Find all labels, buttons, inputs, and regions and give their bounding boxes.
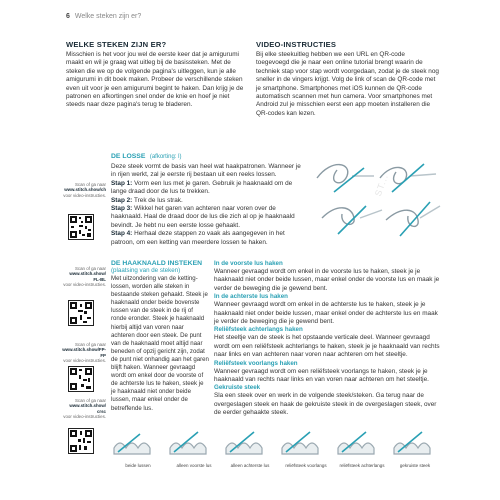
qr-code-fl-bl[interactable]: [68, 300, 94, 326]
qr-code-crsc[interactable]: [68, 428, 94, 454]
stitch-sections: [214, 260, 440, 418]
insteken-title: DE HAAKNAALD INSTEKEN: [111, 260, 203, 267]
watermark: ST...: [372, 172, 391, 198]
stitch-illustrations: [110, 428, 440, 468]
qr-code-fp[interactable]: [68, 366, 94, 392]
intro-right: [256, 40, 440, 118]
losse-step-2: Stap 2: Trek de lus strak.: [111, 196, 183, 204]
losse-section: [111, 145, 307, 247]
caption-relief-achterlangs: reliëfsteek achterlangs: [339, 463, 385, 468]
qr-code-losse[interactable]: [68, 214, 94, 240]
section-heading: Reliëfsteek voorlangs haken: [214, 359, 298, 367]
caption-voorste-lus: alleen voorste lus: [176, 463, 212, 468]
insteken-section: [111, 260, 209, 413]
intro-left: [66, 40, 246, 110]
intro-title: WELKE STEKEN ZIJN ER?: [66, 40, 167, 49]
qr-note-fl-bl: Scan of ga naar www.stitch.show/ FL-BL voor video-instructies.: [63, 266, 106, 288]
section-voorste-lus: [214, 260, 440, 293]
losse-step-1: Stap 1: Vorm een lus met je garen. Gebruik je haaknaald om de lange draad door de lus te trekken.: [111, 179, 293, 196]
section-heading: In de voorste lus haken: [214, 260, 283, 267]
qr-code-icon: [69, 429, 93, 453]
caption-gekruiste-steek: gekruiste steek: [399, 463, 431, 468]
qr-block-fp: [60, 342, 106, 364]
qr-block-losse: [60, 182, 106, 198]
section-heading: Gekruiste steek: [214, 384, 261, 392]
section-gekruiste-steek: [214, 384, 440, 417]
insteken-subtitle: (plaatsing van de steken): [111, 267, 181, 274]
section-relief-achterlangs: [214, 326, 440, 359]
losse-title-suffix: (afkorting: l): [149, 154, 182, 160]
section-relief-voorlangs: [214, 360, 440, 385]
section-text: Het steeltje van de steek is het opstaande verticale deel. Wanneer gevraagd wordt om een reliëfsteek achterlangs te haken, steek je je haaknaald van rechts naar links en van achteren naar voren naar achteren om het steeltje.: [214, 334, 440, 359]
caption-relief-voorlangs: reliëfsteek voorlangs: [285, 463, 327, 468]
intro-body: Misschien is het voor jou wel de eerste keer dat je amigurumi maakt en wil je graag wat uitleg bij de basissteken. Met de steken die we op de volgende pagina's uitleggen, kun je alle amigurumi in dit boek maken. Probeer de verschillende steken even uit voor je een amigurumi begint te haken. Dan krijg je de patronen en afkortingen snel onder de knie en hoef je niet steeds naar deze pagina's terug te bladeren.: [66, 51, 244, 109]
page-number: 6: [66, 13, 70, 20]
running-header: [66, 13, 141, 20]
section-text: Sla een steek over en werk in de volgende steek/steken. Ga terug naar de overgeslagen steek en haak de gekruiste steek in de overgeslagen steek, over de eerder gehaakte steek.: [214, 392, 437, 417]
losse-title: DE LOSSE: [111, 153, 146, 160]
section-text: Wanneer gevraagd wordt om enkel in de voorste lus te haken, steek je je haaknaald niet onder beide lussen, maar enkel onder de voorste lus en maak je verder de beweging die je gewend bent.: [214, 268, 440, 292]
qr-block-fl-bl: [60, 266, 106, 288]
losse-step-4: Stap 4: Herhaal deze stappen zo vaak als aangegeven in het patroon, om een ketting van meerdere lossen te haken.: [111, 230, 285, 246]
section-heading: In de achterste lus haken: [214, 293, 288, 301]
qr-note-crsc: Scan of ga naar www.stitch.show/ crsc voor video-instructies.: [63, 398, 106, 420]
qr-note-losse: Scan of ga naar www.stitch.show/ch voor video-instructies.: [63, 182, 106, 198]
caption-achterste-lus: alleen achterste lus: [230, 463, 270, 468]
running-title: Welke steken zijn er?: [74, 13, 142, 20]
losse-step-3: Stap 3: Wikkel het garen van achteren naar voren over de haaknaald. Haal de draad door de lus die zich al op je haaknaald bevindt. Je hebt nu een eerste losse gehaakt.: [111, 205, 295, 229]
section-heading: Reliëfsteek achterlangs haken: [214, 326, 303, 334]
qr-block-crsc: [60, 398, 106, 420]
qr-note-fp: Scan of ga naar www.stitch.show/FP-FP voor video-instructies.: [62, 342, 106, 364]
video-body: Bij elke steekuitleg hebben we een URL en QR-code toegevoegd die je naar een online tutorial brengt waarin de techniek stap voor stap wordt voorgedaan, zodat je de steek nog sneller in de vingers krijgt. Volg de link of scan de QR-code met je smartphone. Smartphones met iOS kunnen de QR-code automatisch scannen met hun camera. Voor smartphones met Android zul je misschien eerst een app moeten installeren die QR-codes kan lezen.: [256, 51, 439, 117]
video-title: VIDEO-INSTRUCTIES: [256, 40, 337, 49]
section-achterste-lus: [214, 293, 440, 326]
stitch-diagrams: [110, 428, 440, 458]
losse-illustration: [312, 148, 444, 240]
section-text: Wanneer gevraagd wordt om een reliëfsteek voorlangs te haken, steek je je haaknaald van rechts naar links en van voren naar achteren om het steeltje.: [214, 367, 429, 384]
caption-beide-lussen: beide lussen: [125, 463, 151, 468]
section-text: Wanneer gevraagd wordt om enkel in de achterste lus te haken, steek je je haaknaald niet onder beide lussen, maar enkel onder de achterste lus en maak je verder de beweging die je gewend bent.: [214, 301, 438, 326]
qr-code-icon: [69, 367, 93, 391]
losse-intro: Deze steek vormt de basis van heel wat haakpatronen. Wanneer je in rijen werkt, zal je eerste rij bestaan uit een reeks lossen.: [111, 163, 301, 179]
qr-code-icon: [69, 215, 93, 239]
insteken-body: Met uitzondering van de ketting-lossen, worden alle steken in bestaande steken gehaakt. Steek je haaknaald onder beide bovenste lussen van de steek in de rij of ronde eronder. Steek je haaknaald hierbij altijd van voren naar achteren door een steek. De punt van de haaknaald moet altijd naar beneden of opzij gericht zijn, zodat de punt niet onhandig aan het garen blijft haken. Wanneer gevraagd wordt om enkel door de voorste of de achterste lus te haken, steek je je haaknaald niet onder beide lussen, maar enkel onder de betreffende lus.: [111, 275, 209, 412]
qr-code-icon: [69, 301, 93, 325]
